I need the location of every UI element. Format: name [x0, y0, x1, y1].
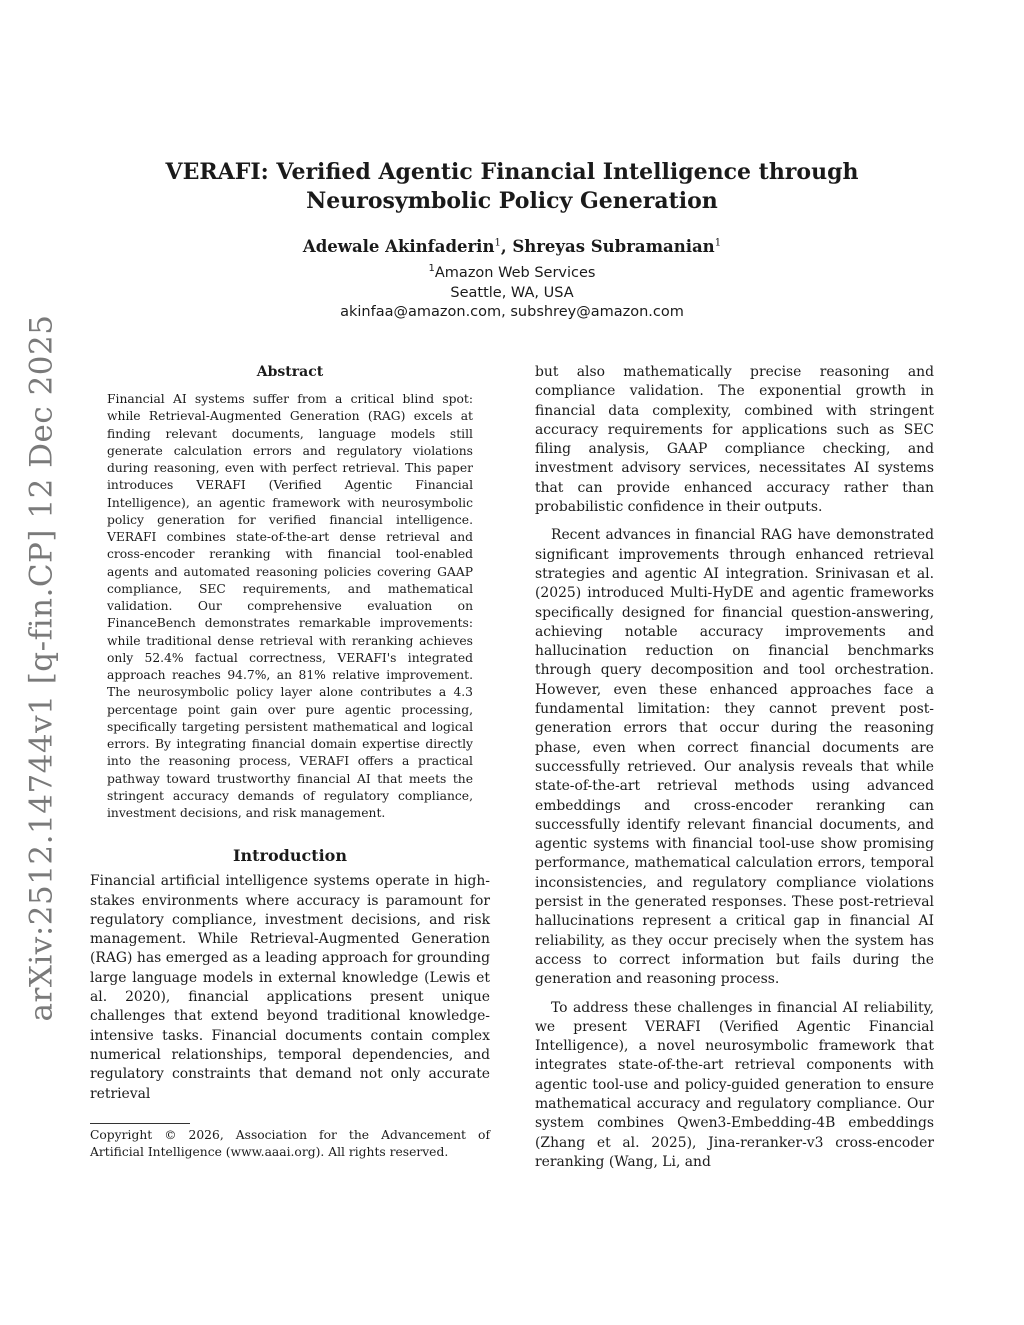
affiliation-org-line: [90, 264, 934, 284]
abstract-body: Financial AI systems suffer from a critical blind spot: while Retrieval-Augmented Generation (RAG) excels at finding relevant documents, language models still generate calculation errors and regulatory violations during reasoning, even with perfect retrieval. This paper introduces VERAFI (Verified Agentic Financial Intelligence), an agentic framework with neurosymbolic policy generation for verified financial intelligence. VERAFI combines state-of-the-art dense retrieval and cross-encoder reranking with financial tool-enabled agents and automated reasoning policies covering GAAP compliance, SEC requirements, and mathematical validation. Our comprehensive evaluation on FinanceBench demonstrates remarkable improvements: while traditional dense retrieval with reranking achieves only 52.4% factual correctness, VERAFI's integrated approach reaches 94.7%, an 81% relative improvement. The neurosymbolic policy layer alone contributes a 4.3 percentage point gain over pure agentic processing, specifically targeting persistent mathematical and logical errors. By integrating financial domain expertise directly into the reasoning process, VERAFI offers a practical pathway toward trustworthy financial AI that meets the stringent accuracy demands of regulatory compliance, investment decisions, and risk management.: [107, 392, 473, 820]
author-separator: ,: [500, 237, 513, 256]
left-column: [90, 363, 490, 1161]
paper-header: [90, 158, 934, 323]
author-affiliation-mark: 1: [494, 237, 501, 249]
body-paragraph: Financial artificial intelligence systems operate in high-stakes environments where accuracy is paramount for regulatory compliance, investment decisions, and risk management. While Retrieval-Augmented Generation (RAG) has emerged as a leading approach for grounding large language models in external knowledge (Lewis et al. 2020), financial applications present unique challenges that extend beyond traditional knowledge-intensive tasks. Financial documents contain complex numerical relationships, temporal dependencies, and regulatory constraints that demand not only accurate retrieval: [90, 873, 490, 1102]
arxiv-stamp: [4, 314, 78, 1021]
title-line-2: Neurosymbolic Policy Generation: [306, 188, 718, 214]
title-line-1: VERAFI: Verified Agentic Financial Intelligence through: [165, 159, 859, 185]
body-paragraph: Recent advances in financial RAG have demonstrated significant improvements through enhanced retrieval strategies and agentic AI integration. Srinivasan et al. (2025) introduced Multi-HyDE and agentic frameworks specifically designed for financial question-answering, achieving notable accuracy improvements and hallucination reduction on financial benchmarks through query decomposition and tool orchestration. However, even these enhanced approaches face a fundamental limitation: they cannot prevent post-generation errors that occur during the reasoning phase, even when correct financial documents are successfully retrieved. Our analysis reveals that while state-of-the-art retrieval methods using advanced embeddings and cross-encoder reranking can successfully identify relevant financial documents, and agentic systems with financial tool-use show promising performance, mathematical calculation errors, temporal inconsistencies, and regulatory compliance violations persist in the generated responses. These post-retrieval hallucinations represent a critical gap in financial AI reliability, as they occur precisely when the system has access to correct information but fails during the generation and reasoning process.: [535, 527, 934, 988]
footnote-divider: [90, 1123, 190, 1124]
author-list: [90, 236, 934, 258]
body-paragraph: but also mathematically precise reasoning and compliance validation. The exponential growth in financial data complexity, combined with stringent accuracy requirements for applications such as SEC filing analysis, GAAP compliance checking, and investment advisory services, necessitates AI systems that can provide enhanced accuracy rather than probabilistic confidence in their outputs.: [535, 364, 934, 516]
affiliation-org: Amazon Web Services: [434, 265, 596, 281]
right-column: [535, 363, 934, 1172]
abstract-section: [107, 363, 473, 822]
author-name: Adewale Akinfaderin: [302, 237, 495, 256]
affiliation-mark: 1: [428, 263, 435, 275]
author-name: Shreyas Subramanian: [512, 237, 715, 256]
introduction-heading: Introduction: [233, 846, 347, 866]
author-emails: akinfaa@amazon.com, subshrey@amazon.com: [340, 304, 684, 320]
affiliation-location: Seattle, WA, USA: [450, 284, 574, 301]
paper-title: [90, 158, 934, 216]
abstract-heading: Abstract: [256, 364, 324, 380]
arxiv-stamp-text: arXiv:2512.14744v1 [q-fin.CP] 12 Dec 2025: [23, 314, 60, 1021]
author-affiliation-mark: 1: [714, 237, 722, 249]
copyright-footnote: Copyright © 2026, Association for the Advancement of Artificial Intelligence (www.aaai.org). All rights reserved.: [90, 1127, 490, 1159]
body-paragraph: To address these challenges in financial AI reliability, we present VERAFI (Verified Agentic Financial Intelligence), a novel neurosymbolic framework that integrates state-of-the-art retrieval components with agentic tool-use and policy-guided generation to ensure mathematical accuracy and regulatory compliance. Our system combines Qwen3-Embedding-4B embeddings (Zhang et al. 2025), Jina-reranker-v3 cross-encoder reranking (Wang, Li, and: [535, 999, 934, 1170]
affiliation-block: [90, 264, 934, 323]
